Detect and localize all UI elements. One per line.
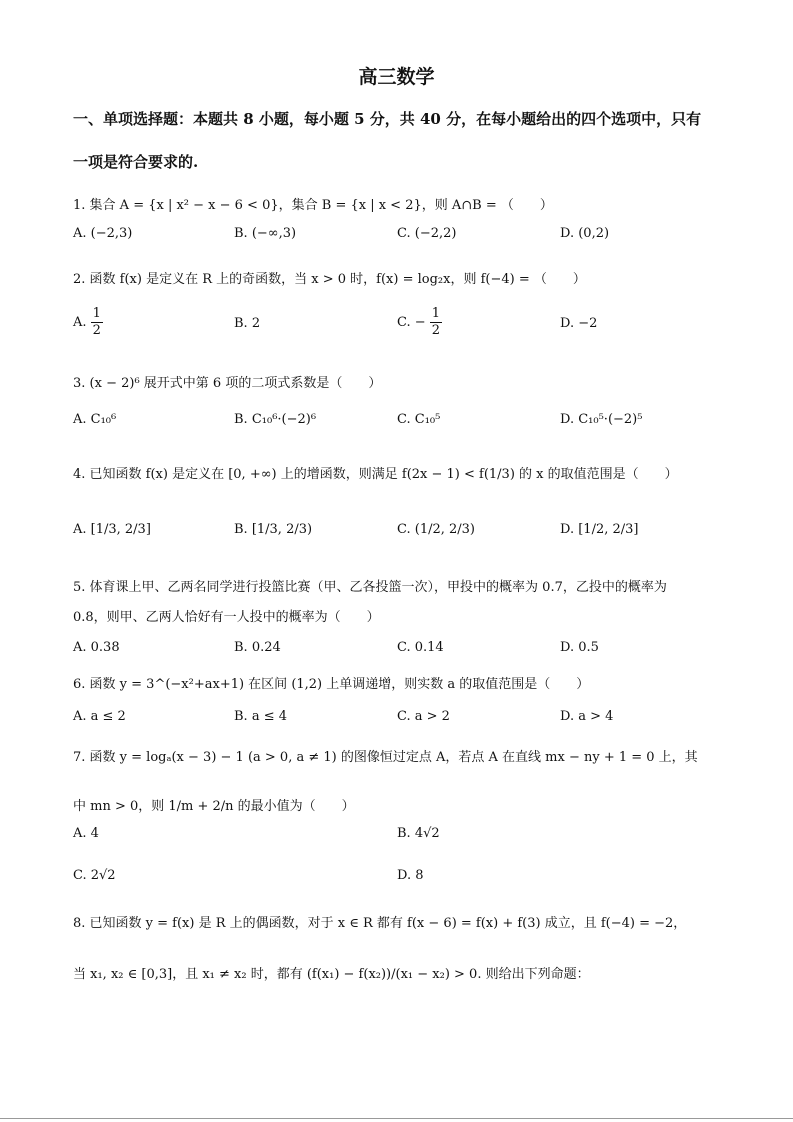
- q1-option-b: B. (−∞,3): [234, 226, 297, 241]
- q6-option-a: A. a ≤ 2: [73, 709, 126, 724]
- q7-option-c: C. 2√2: [73, 868, 116, 883]
- section-heading-line1: 一、单项选择题：本题共 8 小题，每小题 5 分，共 40 分，在每小题给出的四个选项中，只有: [73, 110, 702, 128]
- question-4-stem: 4. 已知函数 f(x) 是定义在 [0, +∞) 上的增函数，则满足 f(2x − 1) < f(1/3) 的 x 的取值范围是（ ）: [73, 467, 678, 482]
- question-2-stem: 2. 函数 f(x) 是定义在 R 上的奇函数，当 x > 0 时，f(x) = log₂x，则 f(−4) = （ ）: [73, 272, 586, 287]
- q1-option-d: D. (0,2): [560, 226, 610, 241]
- q3-option-d: D. C₁₀⁵·(−2)⁵: [560, 412, 643, 427]
- q5-option-c: C. 0.14: [397, 640, 444, 655]
- question-8-stem-line2: 当 x₁, x₂ ∈ [0,3]，且 x₁ ≠ x₂ 时，都有 (f(x₁) − f(x₂))/(x₁ − x₂) > 0. 则给出下列命题：: [73, 967, 590, 982]
- q2-option-a: A. $\frac{1}{2}$: [73, 306, 101, 338]
- q7-option-b: B. 4√2: [397, 826, 440, 841]
- q6-option-c: C. a > 2: [397, 709, 450, 724]
- q7-option-a: A. 4: [73, 826, 99, 841]
- q3-option-c: C. C₁₀⁵: [397, 412, 441, 427]
- question-8-stem-line1: 8. 已知函数 y = f(x) 是 R 上的偶函数，对于 x ∈ R 都有 f(x − 6) = f(x) + f(3) 成立，且 f(−4) = −2，: [73, 916, 687, 931]
- page-bottom-divider: [0, 1118, 793, 1119]
- q5-option-a: A. 0.38: [73, 640, 120, 655]
- q5-option-d: D. 0.5: [560, 640, 599, 655]
- q4-option-c: C. (1/2, 2/3): [397, 522, 475, 537]
- question-7-stem-line2: 中 mn > 0，则 1/m + 2/n 的最小值为（ ）: [73, 799, 355, 814]
- q4-option-d: D. [1/2, 2/3]: [560, 522, 639, 537]
- q1-option-a: A. (−2,3): [73, 226, 133, 241]
- q2-option-c-fraction: $\frac{1}{2}$: [431, 306, 441, 338]
- q6-option-d: D. a > 4: [560, 709, 614, 724]
- q2-option-d: D. −2: [560, 316, 598, 331]
- q3-option-b: B. C₁₀⁶·(−2)⁶: [234, 412, 317, 427]
- q2-option-c: C. − $\frac{1}{2}$: [397, 306, 441, 338]
- q2-option-b: B. 2: [234, 316, 261, 331]
- question-7-stem-line1: 7. 函数 y = logₐ(x − 3) − 1 (a > 0, a ≠ 1) 的图像恒过定点 A，若点 A 在直线 mx − ny + 1 = 0 上，其: [73, 750, 698, 765]
- question-5-stem-line1: 5. 体育课上甲、乙两名同学进行投篮比赛（甲、乙各投篮一次），甲投中的概率为 0.7，乙投中的概率为: [73, 580, 667, 595]
- q1-option-c: C. (−2,2): [397, 226, 457, 241]
- question-1-stem: 1. 集合 A = {x | x² − x − 6 < 0}，集合 B = {x | x < 2}，则 A∩B = （ ）: [73, 198, 553, 213]
- section-heading-line2: 一项是符合要求的.: [73, 153, 199, 171]
- question-6-stem: 6. 函数 y = 3^(−x²+ax+1) 在区间 (1,2) 上单调递增，则实数 a 的取值范围是（ ）: [73, 677, 590, 692]
- page-title: 高三数学: [358, 66, 435, 88]
- q3-option-a: A. C₁₀⁶: [73, 412, 117, 427]
- q6-option-b: B. a ≤ 4: [234, 709, 287, 724]
- q7-option-d: D. 8: [397, 868, 424, 883]
- q4-option-a: A. [1/3, 2/3]: [73, 522, 151, 537]
- question-5-stem-line2: 0.8，则甲、乙两人恰好有一人投中的概率为（ ）: [73, 610, 380, 625]
- q2-option-a-fraction: $\frac{1}{2}$: [92, 306, 101, 338]
- question-3-stem: 3. (x − 2)⁶ 展开式中第 6 项的二项式系数是（ ）: [73, 376, 382, 391]
- q4-option-b: B. [1/3, 2/3): [234, 522, 313, 537]
- q5-option-b: B. 0.24: [234, 640, 281, 655]
